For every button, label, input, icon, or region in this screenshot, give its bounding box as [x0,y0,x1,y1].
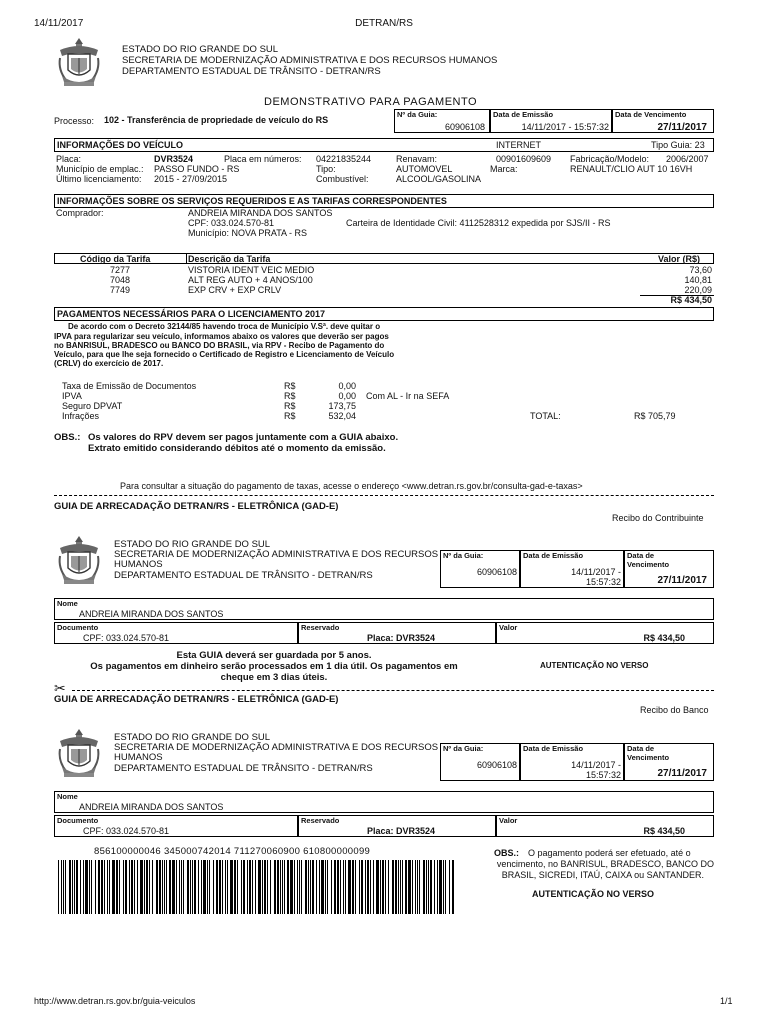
servicos-section-header: INFORMAÇÕES SOBRE OS SERVIÇOS REQUERIDOS E AS TARIFAS CORRESPONDENTES [54,194,714,208]
lic-item-valor: 0,00 [338,391,356,401]
gad-title: GUIA DE ARRECADAÇÃO DETRAN/RS - ELETRÔNICA (GAD-E) [54,501,339,512]
obs-line-1: Os valores do RPV devem ser pagos juntamente com a GUIA abaixo. [88,432,399,443]
barcode [58,860,458,914]
recibo-contribuinte: Recibo do Contribuinte [612,513,704,523]
tipo-veiculo: AUTOMOVEL [396,164,453,174]
vencimento-date: 27/11/2017 [657,122,707,133]
valor-box: Valor R$ 434,50 [496,622,714,644]
emissao-box: Data de Emissão 14/11/2017 - 15:57:32 [490,109,612,133]
guia-number-box: Nº da Guia: 60906108 [394,109,490,133]
table-row-desc: ALT REG AUTO + 4 ANOS/100 [188,275,313,285]
lic-total: R$ 705,79 [634,411,676,421]
table-row-valor: 140,81 [684,275,712,285]
comprador-municipio: Município: NOVA PRATA - RS [188,228,308,238]
ultimo-licenciamento: 2015 - 27/09/2015 [154,174,228,184]
table-row-valor: 220,09 [684,285,712,295]
emissao-box: Data de Emissão 14/11/2017 - 15:57:32 [520,743,624,781]
gad-documento: CPF: 033.024.570-81 [83,633,170,643]
obs-banco-line-3: BRASIL, SICREDI, ITAÚ, CAIXA ou SANTANDER. [501,870,704,880]
licenciamento-section-header: PAGAMENTOS NECESSÁRIOS PARA O LICENCIAMENTO 2017 [54,307,714,321]
page-title: DETRAN/RS [355,18,413,29]
lic-item-valor: 173,75 [328,401,356,411]
reservado-box: Reservado Placa: DVR3524 [298,622,496,644]
tipo-guia: Tipo Guia: 23 [651,140,705,150]
renavam: 00901609609 [496,154,552,164]
guardar-line-1: Esta GUIA deverá ser guardada por 5 anos. [176,650,372,661]
comprador-nome: ANDREIA MIRANDA DOS SANTOS [188,208,333,218]
vencimento-box: Data de Vencimento 27/11/2017 [624,743,714,781]
table-row-codigo: 7277 [110,265,131,275]
print-date: 14/11/2017 [34,18,84,29]
obs-banco-line-2: vencimento, no BANRISUL, BRADESCO, BANCO DO [496,859,714,869]
coat-of-arms-logo [56,727,102,779]
lic-item-label: Infrações [62,411,100,421]
canal: INTERNET [496,140,541,150]
gad-valor: R$ 434,50 [643,633,685,643]
coat-of-arms-logo [56,534,102,586]
coat-of-arms-logo [56,36,102,88]
marca: RENAULT/CLIO AUT 10 16VH [570,164,693,174]
table-row-desc: VISTORIA IDENT VEIC MEDIO [188,265,315,275]
lic-item-label: IPVA [62,391,82,401]
tarifas-total: R$ 434,50 [670,295,712,305]
gad-nome: ANDREIA MIRANDA DOS SANTOS [79,609,224,619]
table-row-desc: EXP CRV + EXP CRLV [188,285,282,295]
placa-value: DVR3524 [154,154,194,164]
obs-banco-label: OBS.: [494,848,520,858]
cut-line [54,495,714,496]
page-url[interactable]: http://www.detran.rs.gov.br/guia-veiculos [34,996,196,1006]
reservado-box: Reservado Placa: DVR3524 [298,815,496,837]
gad-title: GUIA DE ARRECADAÇÃO DETRAN/RS - ELETRÔNICA (GAD-E) [54,694,339,705]
scissors-icon: ✂ [54,680,66,696]
lic-total-label: TOTAL: [530,411,561,421]
table-row-codigo: 7048 [110,275,131,285]
lic-text-line: De acordo com o Decreto 32144/85 havendo troca de Município V.Sª. deve quitar o [68,322,381,331]
org-line-3: DEPARTAMENTO ESTADUAL DE TRÂNSITO - DETRAN/RS [122,66,381,77]
nome-box: Nome ANDREIA MIRANDA DOS SANTOS [54,598,714,620]
document-title: DEMONSTRATIVO PARA PAGAMENTO [264,96,478,108]
comprador-identidade: Carteira de Identidade Civil: 4112528312 expedida por SJS/II - RS [346,218,611,228]
consulta-text: Para consultar a situação do pagamento de taxas, acesse o endereço <www.detran.rs.gov.br/consulta-gad-e-taxas> [120,481,583,491]
emissao-date: 14/11/2017 - 15:57:32 [521,122,609,132]
comprador-cpf: CPF: 033.024.570-81 [188,218,275,228]
combustivel: ALCOOL/GASOLINA [396,174,482,184]
org-line-2: SECRETARIA DE MODERNIZAÇÃO ADMINISTRATIVA E DOS RECURSOS HUMANOS [122,55,498,66]
obs-line-2: Extrato emitido considerando débitos até o momento da emissão. [88,443,386,454]
lic-item-label: Taxa de Emissão de Documentos [62,381,197,391]
lic-text-line: Veículo, para que lhe seja fornecido o Certificado de Registro e Licenciamento de Veículo [54,350,395,359]
vencimento-box: Data de Vencimento 27/11/2017 [612,109,714,133]
autenticacao: AUTENTICAÇÃO NO VERSO [540,661,649,670]
vencimento-box: Data de Vencimento 27/11/2017 [624,550,714,588]
nome-box: Nome ANDREIA MIRANDA DOS SANTOS [54,791,714,813]
lic-text-line: no BANRISUL, BRADESCO ou BANCO DO BRASIL, via RPV - Recibo de Pagamento do [54,341,385,350]
col-valor: Valor (R$) [658,254,701,264]
documento-box: Documento CPF: 033.024.570-81 [54,815,298,837]
lic-item-label: Seguro DPVAT [62,401,123,411]
page-number: 1/1 [720,996,733,1006]
table-row-codigo: 7749 [110,285,131,295]
org-line-1: ESTADO DO RIO GRANDE DO SUL [122,44,279,55]
guardar-line-2: Os pagamentos em dinheiro serão processados em 1 dia útil. Os pagamentos em [90,661,458,672]
processo-label: Processo: [54,116,95,126]
barcode-digits: 856100000046 345000742014 711270060900 610800000099 [94,846,371,857]
lic-text-line: (CRLV) do exercício de 2017. [54,359,164,368]
fabricacao: 2006/2007 [666,154,709,164]
gad-reservado: Placa: DVR3524 [366,633,435,643]
lic-item-valor: 0,00 [338,381,356,391]
obs-banco-line-1: O pagamento poderá ser efetuado, até o [528,848,691,858]
placa-numeros: 04221835244 [316,154,372,164]
tarifas-header [54,253,714,264]
processo-value: 102 - Transferência de propriedade de veículo do RS [104,115,329,125]
documento-box: Documento CPF: 033.024.570-81 [54,622,298,644]
guia-number-box: Nº da Guia: 60906108 [440,743,520,781]
table-row-valor: 73,60 [689,265,712,275]
cut-line [72,690,714,691]
recibo-banco: Recibo do Banco [640,705,709,715]
emissao-box: Data de Emissão 14/11/2017 - 15:57:32 [520,550,624,588]
col-codigo: Código da Tarifa [80,254,151,264]
lic-text-line: IPVA para regularizar seu veículo, informamos abaixo os valores que deverão ser pagos [54,332,389,341]
guardar-line-3: cheque em 3 dias úteis. [220,672,328,683]
lic-item-valor: 532,04 [328,411,356,421]
lic-item-note: Com AL - Ir na SEFA [366,391,450,401]
valor-box: Valor R$ 434,50 [496,815,714,837]
guia-number: 60906108 [444,122,485,132]
obs-label: OBS.: [54,432,81,443]
veiculo-section-header: INFORMAÇÕES DO VEÍCULO [54,138,714,152]
col-descricao: Descrição da Tarifa [188,254,271,264]
municipio-emplac: PASSO FUNDO - RS [154,164,240,174]
autenticacao-banco: AUTENTICAÇÃO NO VERSO [532,889,655,899]
guia-number-box: Nº da Guia: 60906108 [440,550,520,588]
